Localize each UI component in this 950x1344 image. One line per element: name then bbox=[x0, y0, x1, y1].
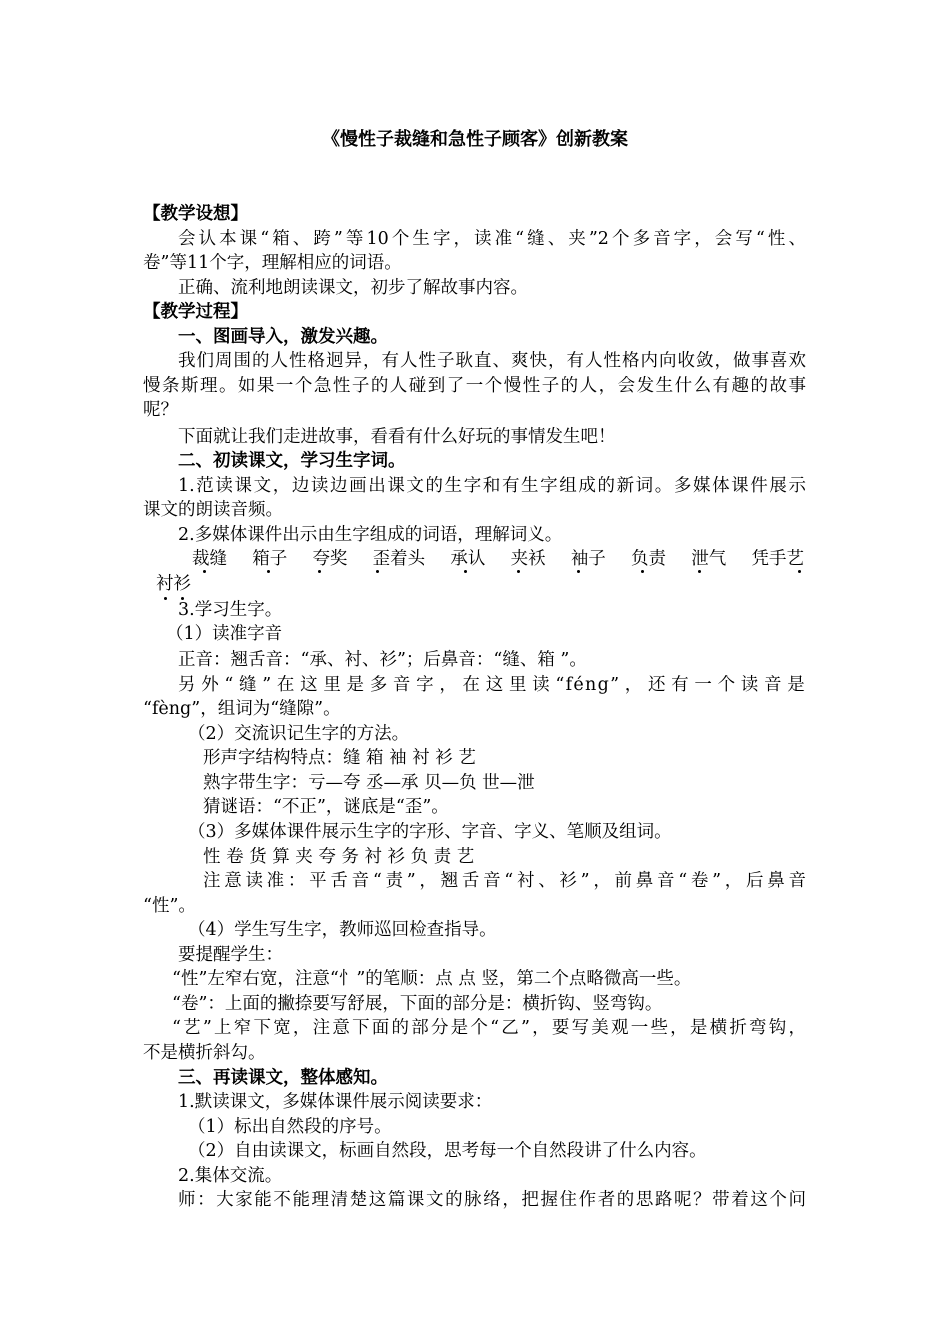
paragraph-line: 不是横折斜勾。 bbox=[143, 1043, 266, 1063]
paragraph-line: “性”左窄右宽，注意“忄”的笔顺：点 点 竖，第二个点略微高一些。 bbox=[172, 969, 692, 989]
paragraph-line: 1.默读课文，多媒体课件展示阅读要求： bbox=[178, 1092, 493, 1112]
vocab-word-wrapped: 衬衫 bbox=[156, 574, 191, 594]
paragraph-line: 师：大家能不能理清楚这篇课文的脉络，把握住作者的思路呢？带着这个问 bbox=[178, 1190, 806, 1210]
paragraph-line: 2.集体交流。 bbox=[178, 1166, 283, 1186]
paragraph-line: （2）自由读课文，标画自然段，思考每一个自然段讲了什么内容。 bbox=[188, 1141, 707, 1161]
paragraph-line: 注意读准：平舌音“责”，翘舌音“衬、衫”，前鼻音“卷”，后鼻音 bbox=[203, 871, 806, 891]
paragraph-line: 熟字带生字：亏—夸 丞—承 贝—负 世—泄 bbox=[203, 773, 535, 793]
vocab-word: 箱子 bbox=[252, 549, 288, 569]
paragraph-line: 2.多媒体课件出示由生字组成的词语，理解词义。 bbox=[178, 525, 563, 545]
paragraph-line: 另外“缝”在这里是多音字，在这里读“féng”，还有一个读音是 bbox=[178, 675, 806, 695]
vocab-word: 夸奖 bbox=[312, 549, 348, 569]
vocab-word: 歪着头 bbox=[372, 549, 426, 569]
paragraph-line: “性”。 bbox=[143, 896, 196, 916]
paragraph-line: 下面就让我们走进故事，看看有什么好玩的事情发生吧！ bbox=[178, 427, 616, 447]
paragraph-line: 我们周围的人性格迥异，有人性子耿直、爽快，有人性格内向收敛，做事喜欢 bbox=[178, 351, 806, 371]
vocab-word: 夹袄 bbox=[510, 549, 546, 569]
paragraph-line: 1.范读课文，边读边画出课文的生字和有生字组成的新词。多媒体课件展示 bbox=[178, 476, 806, 496]
section-heading-design: 【教学设想】 bbox=[143, 204, 248, 224]
paragraph-line: 卷”等11个字，理解相应的词语。 bbox=[143, 253, 402, 273]
paragraph-line: 3.学习生字。 bbox=[178, 600, 283, 620]
paragraph-line: “卷”：上面的撇捺要写舒展，下面的部分是：横折钩、竖弯钩。 bbox=[172, 994, 663, 1014]
paragraph-line: “艺”上窄下宽，注意下面的部分是个“乙”，要写美观一些，是横折弯钩， bbox=[172, 1018, 806, 1038]
paragraph-line: 形声字结构特点：缝 箱 袖 衬 衫 艺 bbox=[203, 748, 476, 768]
part-heading-2: 二、初读课文，学习生字词。 bbox=[178, 451, 406, 471]
paragraph-line: 要提醒学生： bbox=[178, 945, 283, 965]
paragraph-line: 性 卷 货 算 夹 夸 务 衬 衫 负 责 艺 bbox=[203, 847, 475, 867]
paragraph-line: 猜谜语：“不正”，谜底是“歪”。 bbox=[203, 797, 449, 817]
part-heading-1: 一、图画导入，激发兴趣。 bbox=[178, 327, 388, 347]
paragraph-line: （3）多媒体课件展示生字的字形、字音、字义、笔顺及组词。 bbox=[188, 822, 672, 842]
paragraph-line: “fèng”，组词为“缝隙”。 bbox=[143, 699, 341, 719]
document-title: 《慢性子裁缝和急性子顾客》创新教案 bbox=[322, 129, 628, 150]
paragraph-line: 正音：翘舌音：“承、衬、衫”；后鼻音：“缝、箱 ”。 bbox=[178, 650, 587, 670]
paragraph-line: 课文的朗读音频。 bbox=[143, 500, 283, 520]
paragraph-line: 慢条斯理。如果一个急性子的人碰到了一个慢性子的人，会发生什么有趣的故事 bbox=[143, 376, 806, 396]
emphasis-dot bbox=[164, 597, 167, 600]
vocab-word: 承认 bbox=[450, 549, 486, 569]
vocab-word: 裁缝 bbox=[192, 549, 227, 569]
section-heading-process: 【教学过程】 bbox=[143, 302, 248, 322]
vocab-word: 泄气 bbox=[691, 549, 727, 569]
emphasis-dots bbox=[0, 547, 950, 571]
paragraph-line: 会认本课“箱、跨”等10个生字，读准“缝、夹”2个多音字，会写“性、 bbox=[178, 229, 806, 249]
paragraph-line: （1）标出自然段的序号。 bbox=[188, 1117, 392, 1137]
paragraph-line: （2）交流识记生字的方法。 bbox=[188, 724, 410, 744]
paragraph-line: （1）读准字音 bbox=[166, 624, 283, 644]
vocab-word: 负责 bbox=[631, 549, 667, 569]
paragraph-line: 正确、流利地朗读课文，初步了解故事内容。 bbox=[178, 278, 528, 298]
paragraph-line: 呢？ bbox=[143, 400, 178, 420]
part-heading-3: 三、再读课文，整体感知。 bbox=[178, 1068, 388, 1088]
vocab-word: 袖子 bbox=[570, 549, 606, 569]
vocab-word: 凭手艺 bbox=[751, 549, 804, 569]
paragraph-line: （4）学生写生字，教师巡回检查指导。 bbox=[188, 920, 497, 940]
